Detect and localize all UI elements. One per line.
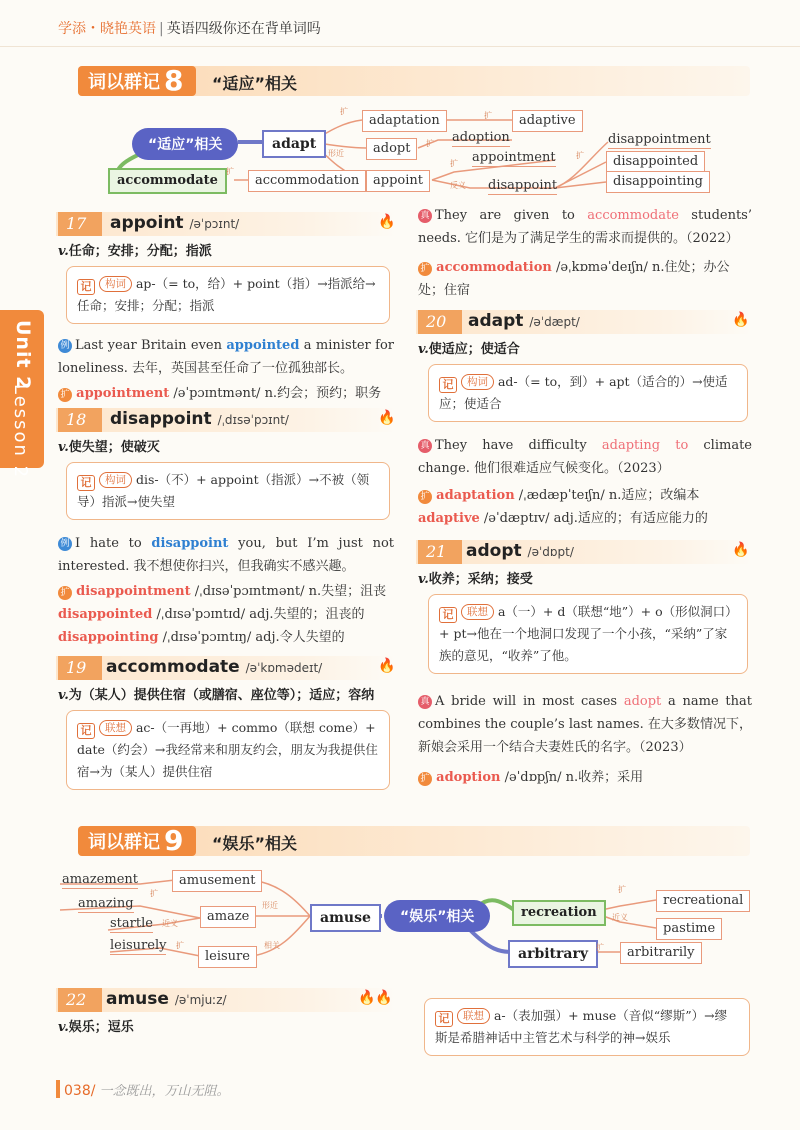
mindmap8-disappointed: disappointed [606, 151, 705, 173]
memo-icon: 记 [77, 475, 95, 491]
mindmap8-adopt: adopt [366, 138, 417, 160]
mindmap9-leisurely: leisurely [110, 938, 167, 953]
tag-syn: 近义 [162, 919, 178, 928]
section8-badge: 词以群记 8 [78, 66, 196, 96]
mindmap9-recreational: recreational [656, 890, 750, 912]
memo-icon: 记 [439, 607, 457, 623]
word21-example: 真 A bride will in most cases adopt a name that combines the couple’s last names. 在大多数情况下，新娘会采用一个结合夫妻姓氏的名字。（2023） [418, 694, 752, 755]
word18-derivatives: 扩 disappointment /ˌdɪsəˈpɔɪntmənt/ n.失望；沮丧 disappointed /ˌdɪsəˈpɔɪntɪd/ adj.失望的；沮丧的 disappointing /ˌdɪsəˈpɔɪntɪŋ/ adj.令人失望的 [58, 584, 387, 645]
mindmap9-arbitrarily: arbitrarily [620, 942, 702, 964]
example-icon: 例 [58, 537, 72, 551]
word21-number: 21 [418, 540, 462, 564]
tag-ext: 扩 [340, 107, 348, 116]
mindmap9-amaze: amaze [200, 906, 256, 928]
mindmap9-center: “娱乐”相关 [384, 900, 490, 932]
tag-ext: 扩 [618, 885, 626, 894]
word22-memo: 记 联想 a-（表加强）+ muse（音似“缪斯”）→缪斯是希腊神话中主管艺术与科学的神→娱乐 [424, 998, 750, 1056]
page-number: 038 [64, 1083, 91, 1099]
word18-meaning: v.使失望；使破灭 [58, 440, 160, 455]
word21-meaning: v.收养；采纳；接受 [418, 572, 533, 587]
mindmap8-disappointing: disappointing [606, 171, 710, 193]
mindmap8-accommodate: accommodate [108, 168, 227, 194]
flame-icon: 🔥 [378, 410, 396, 426]
mindmap9-recreation: recreation [512, 900, 606, 926]
unit-tab: Unit 2 [0, 310, 44, 468]
header-book-title: 英语四级你还在背单词吗 [166, 21, 321, 37]
word19-number: 19 [58, 656, 102, 680]
lesson-tab: Lesson 2 [10, 384, 31, 480]
header-divider [0, 46, 800, 47]
section9-badge: 词以群记 9 [78, 826, 196, 856]
memo-icon: 记 [77, 279, 95, 295]
mindmap8-adapt: adapt [262, 130, 326, 158]
mindmap9-amazement: amazement [62, 872, 138, 887]
tag-opp: 反义 [450, 181, 466, 190]
tag-ext: 扩 [426, 139, 434, 148]
memo-icon: 记 [77, 723, 95, 739]
exam-icon: 真 [418, 209, 432, 223]
exam-icon: 真 [418, 695, 432, 709]
tag-ext: 扩 [450, 159, 458, 168]
mindmap8-adaptation: adaptation [362, 110, 447, 132]
tag-ext: 扩 [596, 943, 604, 952]
tag-ext: 扩 [576, 151, 584, 160]
word21-derivative: 扩 adoption /əˈdɒpʃn/ n.收养；采用 [418, 766, 752, 789]
page-footer: 038/ 一念既出，万山无阻。 [56, 1080, 229, 1099]
flame-icon: 🔥 [378, 658, 396, 674]
word21-headword: adopt /əˈdɒpt/ [466, 541, 574, 561]
mindmap9-arbitrary: arbitrary [508, 940, 598, 968]
word19-memo: 记 联想 ac-（一再地）+ commo（联想 come）+ date（约会）→我经常来和朋友约会，朋友为我提供住宿→为（某人）提供住宿 [66, 710, 390, 790]
tag-ext: 扩 [150, 889, 158, 898]
word20-example: 真 They have difficulty adapting to climate change. 他们很难适应气候变化。（2023） [418, 438, 752, 476]
memo-icon: 记 [435, 1011, 453, 1027]
mindmap8-appointment: appointment [472, 150, 556, 165]
word20-number: 20 [418, 310, 462, 334]
word17-memo: 记 构词 ap-（= to，给）+ point（指）→指派给→任命；安排；分配；指派 [66, 266, 390, 324]
extend-icon: 扩 [418, 772, 432, 786]
flame-icon: 🔥🔥 [358, 990, 393, 1006]
word20-bar [416, 310, 752, 334]
word19-example: 真 They are given to accommodate students’ needs. 它们是为了满足学生的需求而提供的。（2022） [418, 208, 752, 246]
extend-icon: 扩 [58, 586, 72, 600]
exam-icon: 真 [418, 439, 432, 453]
word19-headword: accommodate /əˈkɒmədeɪt/ [106, 657, 323, 677]
page-header: 学添・晓艳英语 | 英语四级你还在背单词吗 [58, 21, 321, 37]
word20-headword: adapt /əˈdæpt/ [468, 311, 580, 331]
mindmap8-appoint: appoint [366, 170, 430, 192]
mindmap8-disappoint: disappoint [488, 178, 558, 193]
section9-title: “娱乐”相关 [212, 834, 298, 853]
mindmap9-amusement: amusement [172, 870, 262, 892]
word17-number: 17 [58, 212, 102, 236]
mindmap8-center: “适应”相关 [132, 128, 238, 160]
flame-icon: 🔥 [732, 542, 750, 558]
word17-headword: appoint /əˈpɔɪnt/ [110, 213, 240, 233]
mindmap8-disappointment: disappointment [608, 132, 711, 147]
mindmap8-adoption: adoption [452, 130, 510, 145]
word18-number: 18 [58, 408, 102, 432]
tag-rel: 相关 [264, 941, 280, 950]
word18-memo: 记 构词 dis-（不）+ appoint（指派）→不被（领导）指派→使失望 [66, 462, 390, 520]
tag-ext: 扩 [484, 111, 492, 120]
tag-form: 形近 [262, 901, 278, 910]
flame-icon: 🔥 [732, 312, 750, 328]
word20-derivatives: 扩 adaptation /ˌædæpˈteɪʃn/ n.适应；改编本 adaptive /əˈdæptɪv/ adj.适应的；有适应能力的 [418, 488, 708, 526]
tag-syn: 近义 [612, 913, 628, 922]
mindmap9-amazing: amazing [78, 896, 134, 911]
word18-example: 例 I hate to disappoint you, but I’m just not interested. 我不想使你扫兴，但我确实不感兴趣。 [58, 536, 395, 574]
mindmap9-pastime: pastime [656, 918, 722, 940]
tag-form: 形近 [328, 149, 344, 158]
word20-meaning: v.使适应；使适合 [418, 342, 520, 357]
mindmap8-accommodation: accommodation [248, 170, 366, 192]
word22-meaning: v.娱乐；逗乐 [58, 1020, 134, 1035]
mindmap9-startle: startle [110, 916, 153, 931]
extend-icon: 扩 [418, 262, 432, 276]
flame-icon: 🔥 [378, 214, 396, 230]
mindmap8-adaptive: adaptive [512, 110, 583, 132]
word17-derivative: 扩 appointment /əˈpɔɪntmənt/ n.约会；预约；职务 [58, 382, 394, 405]
word22-headword: amuse /əˈmjuːz/ [106, 989, 227, 1009]
example-icon: 例 [58, 339, 72, 353]
word19-meaning: v.为（某人）提供住宿（或膳宿、座位等）；适应；容纳 [58, 688, 375, 703]
footer-slogan: 一念既出，万山无阻。 [99, 1084, 230, 1099]
memo-icon: 记 [439, 377, 457, 393]
word17-example: 例 Last year Britain even appointed a minister for loneliness. 去年，英国甚至任命了一位孤独部长。 [58, 338, 394, 376]
word22-number: 22 [58, 988, 102, 1012]
word18-headword: disappoint /ˌdɪsəˈpɔɪnt/ [110, 409, 289, 429]
word20-memo: 记 构词 ad-（= to，到）+ apt（适合的）→使适应；使适合 [428, 364, 748, 422]
tag-ext: 扩 [176, 941, 184, 950]
word21-memo: 记 联想 a（一）+ d（联想“地”）+ o（形似洞口）+ pt→他在一个地洞口发现了一个小孩，“采纳”了家族的意见，“收养”了他。 [428, 594, 748, 674]
section8-title: “适应”相关 [212, 74, 298, 93]
word17-meaning: v.任命；安排；分配；指派 [58, 244, 212, 259]
tag-ext: 扩 [226, 167, 234, 176]
word19-derivative: 扩 accommodation /əˌkɒməˈdeɪʃn/ n.住处；办公处；住宿 [418, 260, 730, 298]
mindmap9-leisure: leisure [198, 946, 257, 968]
mindmap9-amuse: amuse [310, 904, 381, 932]
extend-icon: 扩 [418, 490, 432, 504]
extend-icon: 扩 [58, 388, 72, 402]
header-brand: 学添・晓艳英语 [58, 21, 156, 37]
